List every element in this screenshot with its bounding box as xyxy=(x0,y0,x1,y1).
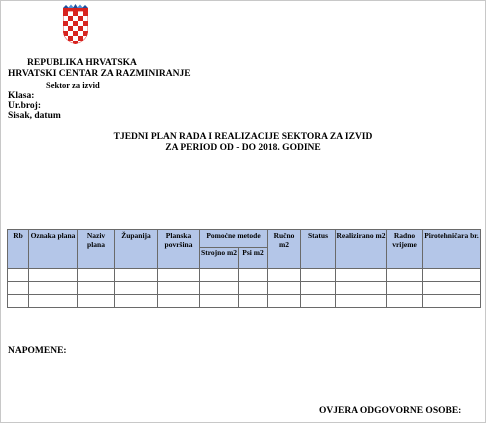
col-psi: Psi m2 xyxy=(239,248,268,269)
col-zupanija: Županija xyxy=(115,230,158,269)
table-row xyxy=(8,282,481,295)
table-cell[interactable] xyxy=(78,269,115,282)
table-cell[interactable] xyxy=(336,282,387,295)
table-cell[interactable] xyxy=(268,269,301,282)
table-row xyxy=(8,295,481,308)
table-cell[interactable] xyxy=(387,269,423,282)
table-cell[interactable] xyxy=(301,269,336,282)
table-cell[interactable] xyxy=(387,295,423,308)
table-cell[interactable] xyxy=(336,269,387,282)
urbroj-label: Ur.broj: xyxy=(8,101,41,111)
republic-name: REPUBLIKA HRVATSKA xyxy=(27,58,137,68)
notes-label: NAPOMENE: xyxy=(8,346,67,356)
table-cell[interactable] xyxy=(268,295,301,308)
plan-table xyxy=(7,229,481,308)
col-strojno: Strojno m2 xyxy=(200,248,239,269)
table-cell[interactable] xyxy=(200,269,239,282)
table-cell[interactable] xyxy=(78,295,115,308)
table-cell[interactable] xyxy=(29,282,78,295)
table-cell[interactable] xyxy=(115,269,158,282)
col-realizirano: Realizirano m2 xyxy=(336,230,387,269)
table-cell[interactable] xyxy=(423,269,481,282)
col-oznaka-plana: Oznaka plana xyxy=(29,230,78,269)
table-cell[interactable] xyxy=(29,269,78,282)
col-naziv-plana: Naziv plana xyxy=(78,230,115,269)
table-cell[interactable] xyxy=(387,282,423,295)
table-cell[interactable] xyxy=(239,295,268,308)
table-cell[interactable] xyxy=(158,282,200,295)
col-planska-povrsina: Planska površina xyxy=(158,230,200,269)
sector-name: Sektor za izvid xyxy=(46,80,100,90)
table-cell[interactable] xyxy=(158,269,200,282)
col-rucno: Ručno m2 xyxy=(268,230,301,269)
table-cell[interactable] xyxy=(8,295,29,308)
table-cell[interactable] xyxy=(115,295,158,308)
table-cell[interactable] xyxy=(29,295,78,308)
table-cell[interactable] xyxy=(268,282,301,295)
table-cell[interactable] xyxy=(78,282,115,295)
table-cell[interactable] xyxy=(423,282,481,295)
table-cell[interactable] xyxy=(336,295,387,308)
table-header-row xyxy=(8,230,481,248)
table-cell[interactable] xyxy=(301,295,336,308)
table-cell[interactable] xyxy=(8,282,29,295)
signature-label: OVJERA ODGOVORNE OSOBE: xyxy=(319,406,462,416)
croatian-coat-of-arms-icon xyxy=(61,4,90,44)
col-radno-vrijeme: Radno vrijeme xyxy=(387,230,423,269)
table-cell[interactable] xyxy=(200,295,239,308)
table-cell[interactable] xyxy=(158,295,200,308)
table-cell[interactable] xyxy=(423,295,481,308)
col-pirotehnicara: Pirotehničara br. xyxy=(423,230,481,269)
table-cell[interactable] xyxy=(239,269,268,282)
col-rb: Rb xyxy=(8,230,29,269)
col-status: Status xyxy=(301,230,336,269)
place-date-label: Sisak, datum xyxy=(8,111,61,121)
table-cell[interactable] xyxy=(239,282,268,295)
table-row xyxy=(8,269,481,282)
col-pomocne-metode: Pomoćne metode xyxy=(200,230,268,248)
table-cell[interactable] xyxy=(8,269,29,282)
document-period: ZA PERIOD OD - DO 2018. GODINE xyxy=(165,143,321,153)
table-cell[interactable] xyxy=(301,282,336,295)
document-title: TJEDNI PLAN RADA I REALIZACIJE SEKTORA ZA IZVID xyxy=(113,132,373,142)
table-cell[interactable] xyxy=(115,282,158,295)
klasa-label: Klasa: xyxy=(8,91,35,101)
table-cell[interactable] xyxy=(200,282,239,295)
center-name: HRVATSKI CENTAR ZA RAZMINIRANJE xyxy=(8,69,191,79)
